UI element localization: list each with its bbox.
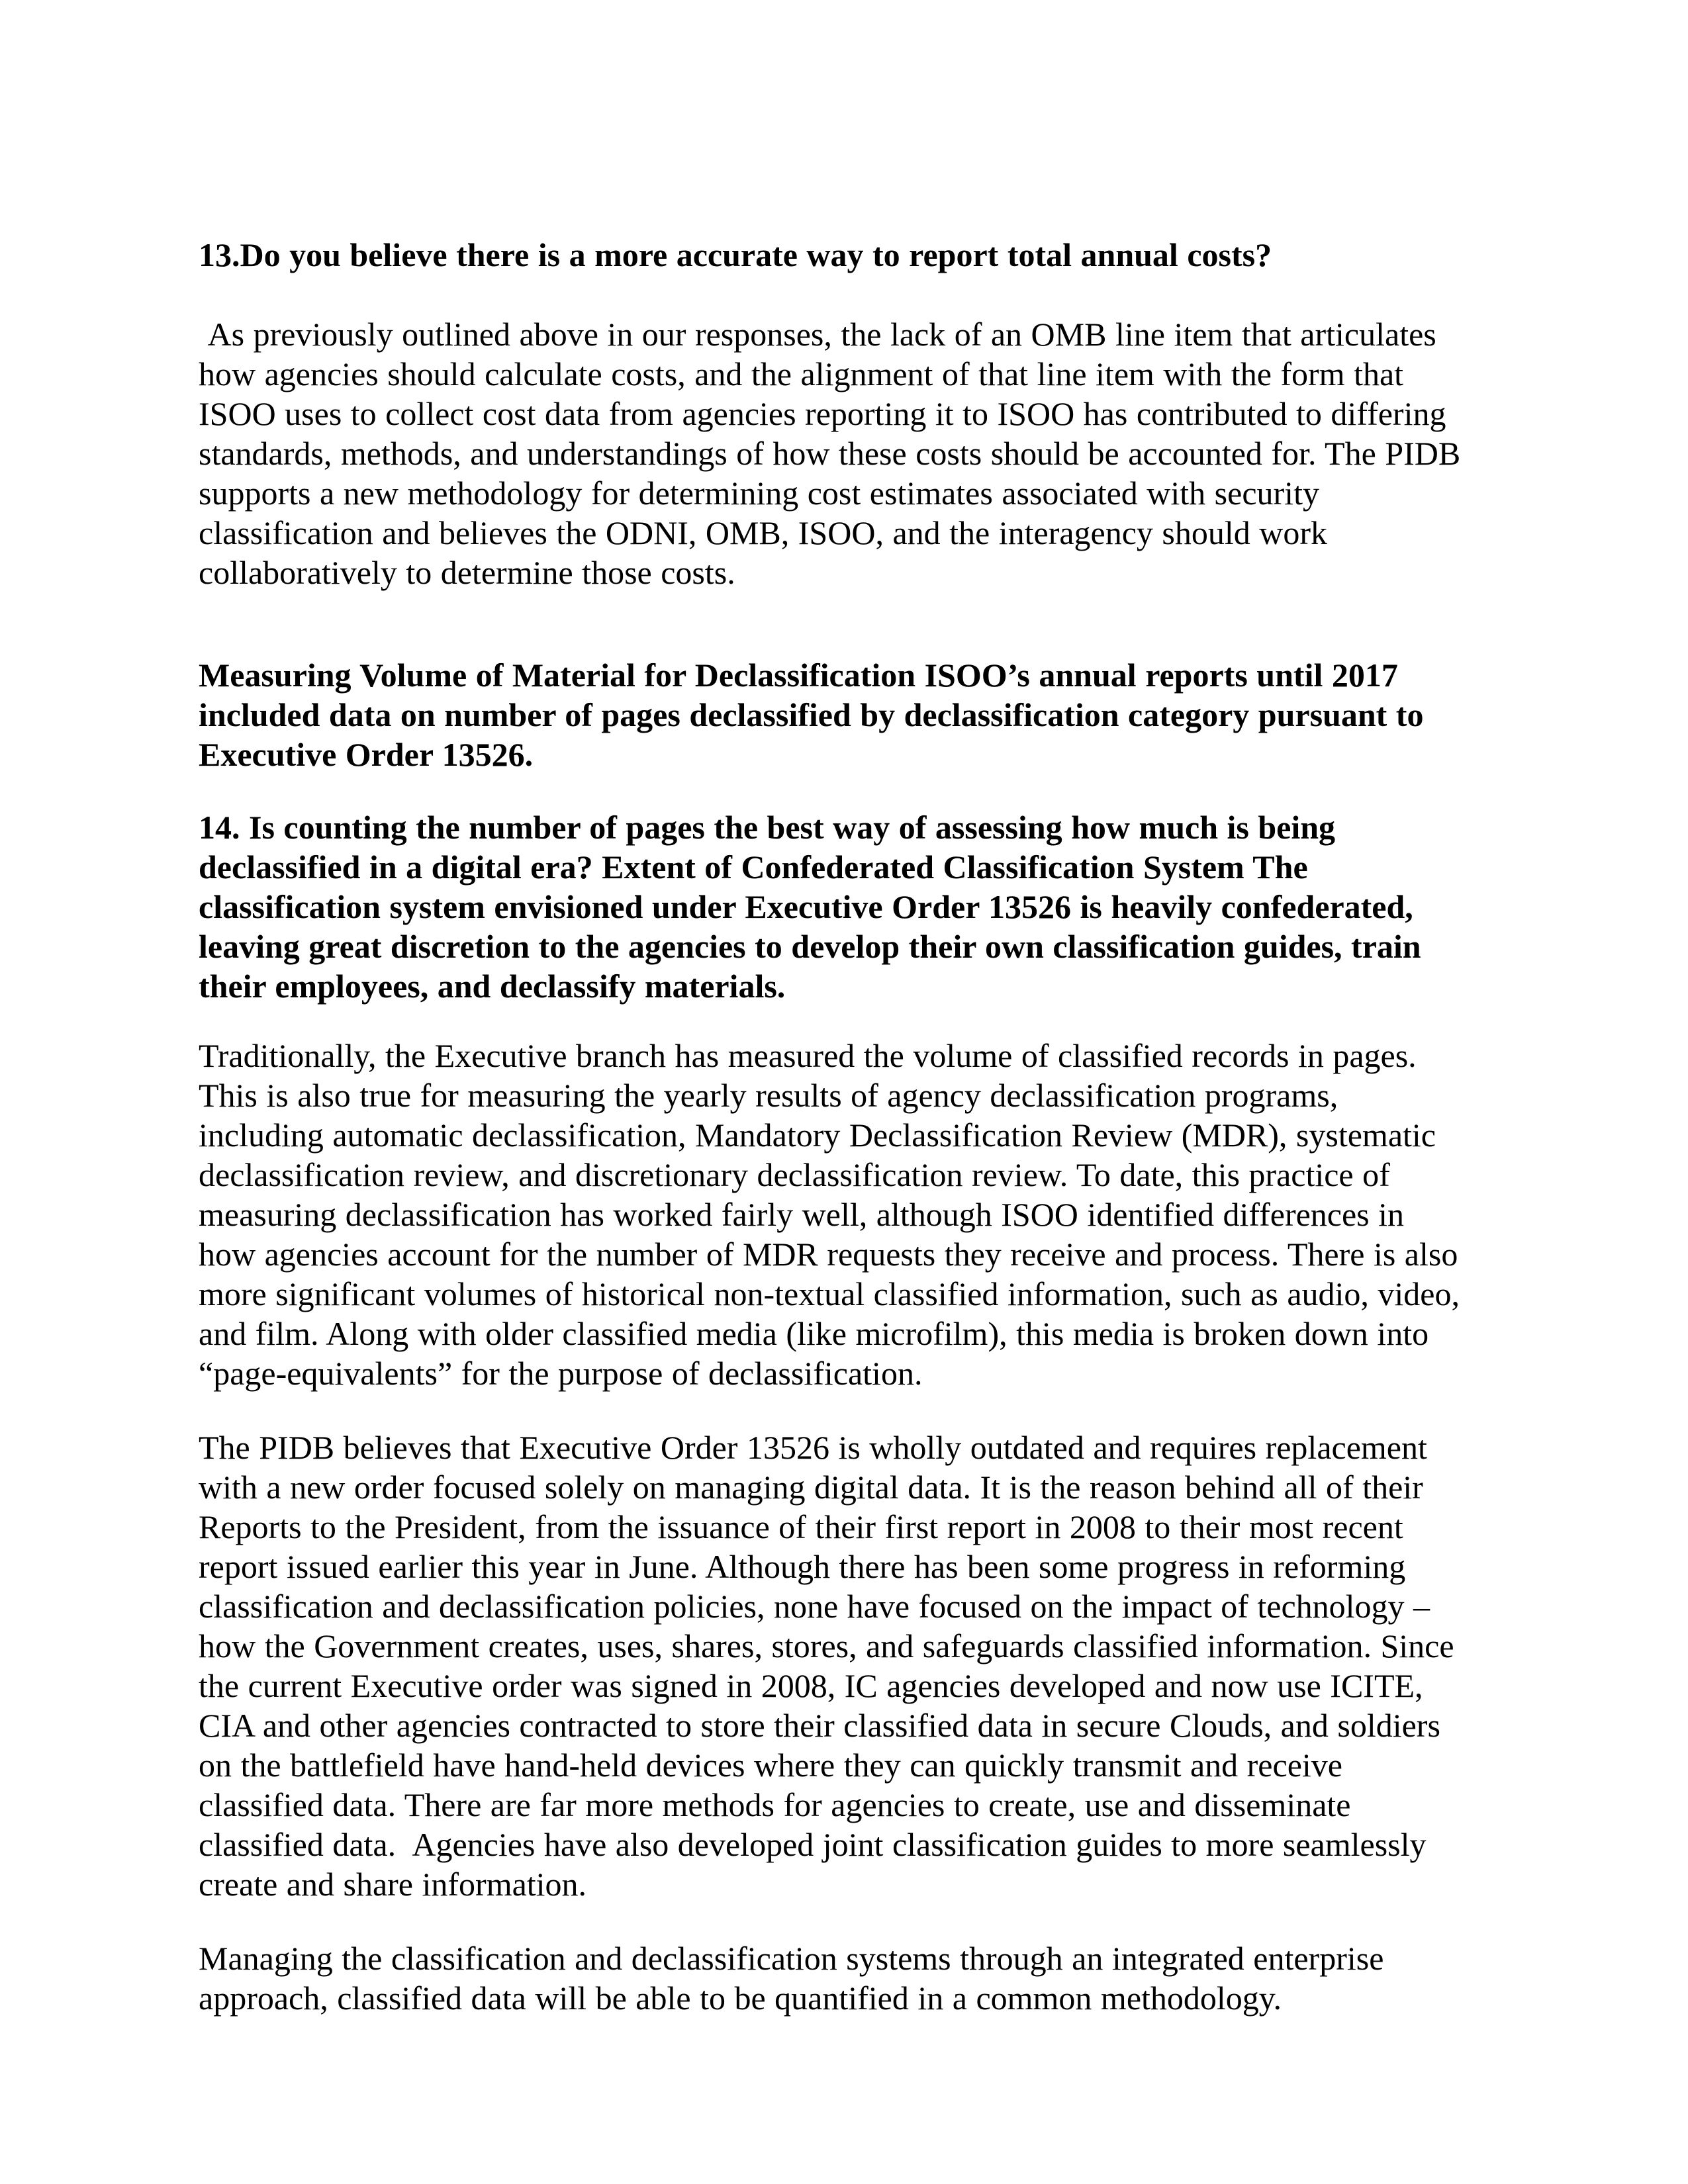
question-13-heading: 13.Do you believe there is a more accurate way to report total annual costs? bbox=[199, 236, 1272, 273]
measuring-volume-heading: Measuring Volume of Material for Declassification ISOO’s annual reports until 2017 included data on number of pages declassified by declassification category pursuant to Executive Order 13526. bbox=[199, 657, 1432, 773]
question-13-answer: As previously outlined above in our responses, the lack of an OMB line item that articulates how agencies should calculate costs, and the alignment of that line item with the form that ISOO uses to collect cost data from agencies reporting it to ISOO has contributed to differing standards, methods, and understandings of how these costs should be accounted for. The PIDB supports a new methodology for determining cost estimates associated with security classification and believes the ODNI, OMB, ISOO, and the interagency should work collaboratively to determine those costs. bbox=[199, 316, 1470, 591]
question-14-answer-paragraph-1: Traditionally, the Executive branch has measured the volume of classified records in pages. This is also true for measuring the yearly results of agency declassification programs, including automatic declassification, Mandatory Declassification Review (MDR), systematic declassification review, and discretionary declassification review. To date, this practice of measuring declassification has worked fairly well, although ISOO identified differences in how agencies account for the number of MDR requests they receive and process. There is also more significant volumes of historical non-textual classified information, such as audio, video, and film. Along with older classified media (like microfilm), this media is broken down into “page-equivalents” for the purpose of declassification. bbox=[199, 1037, 1469, 1392]
question-14-answer-paragraph-2: The PIDB believes that Executive Order 13526 is wholly outdated and requires replacement with a new order focused solely on managing digital data. It is the reason behind all of their Reports to the President, from the issuance of their first report in 2008 to their most recent report issued earlier this year in June. Although there has been some progress in reforming classification and declassification policies, none have focused on the impact of technology – how the Government creates, uses, shares, stores, and safeguards classified information. Since the current Executive order was signed in 2008, IC agencies developed and now use ICITE, CIA and other agencies contracted to store their classified data in secure Clouds, and soldiers on the battlefield have hand-held devices where they can quickly transmit and receive classified data. There are far more methods for agencies to create, use and disseminate classified data. Agencies have also developed joint classification guides to more seamlessly create and share information. bbox=[199, 1429, 1464, 1903]
question-14-answer-paragraph-3: Managing the classification and declassification systems through an integrated enterprise approach, classified data will be able to be quantified in a common methodology. bbox=[199, 1940, 1393, 2017]
question-14-heading: 14. Is counting the number of pages the best way of assessing how much is being declassified in a digital era? Extent of Confederated Classification System The classification system envisioned under Executive Order 13526 is heavily confederated, leaving great discretion to the agencies to develop their own classification guides, train their employees, and declassify materials. bbox=[199, 809, 1430, 1005]
